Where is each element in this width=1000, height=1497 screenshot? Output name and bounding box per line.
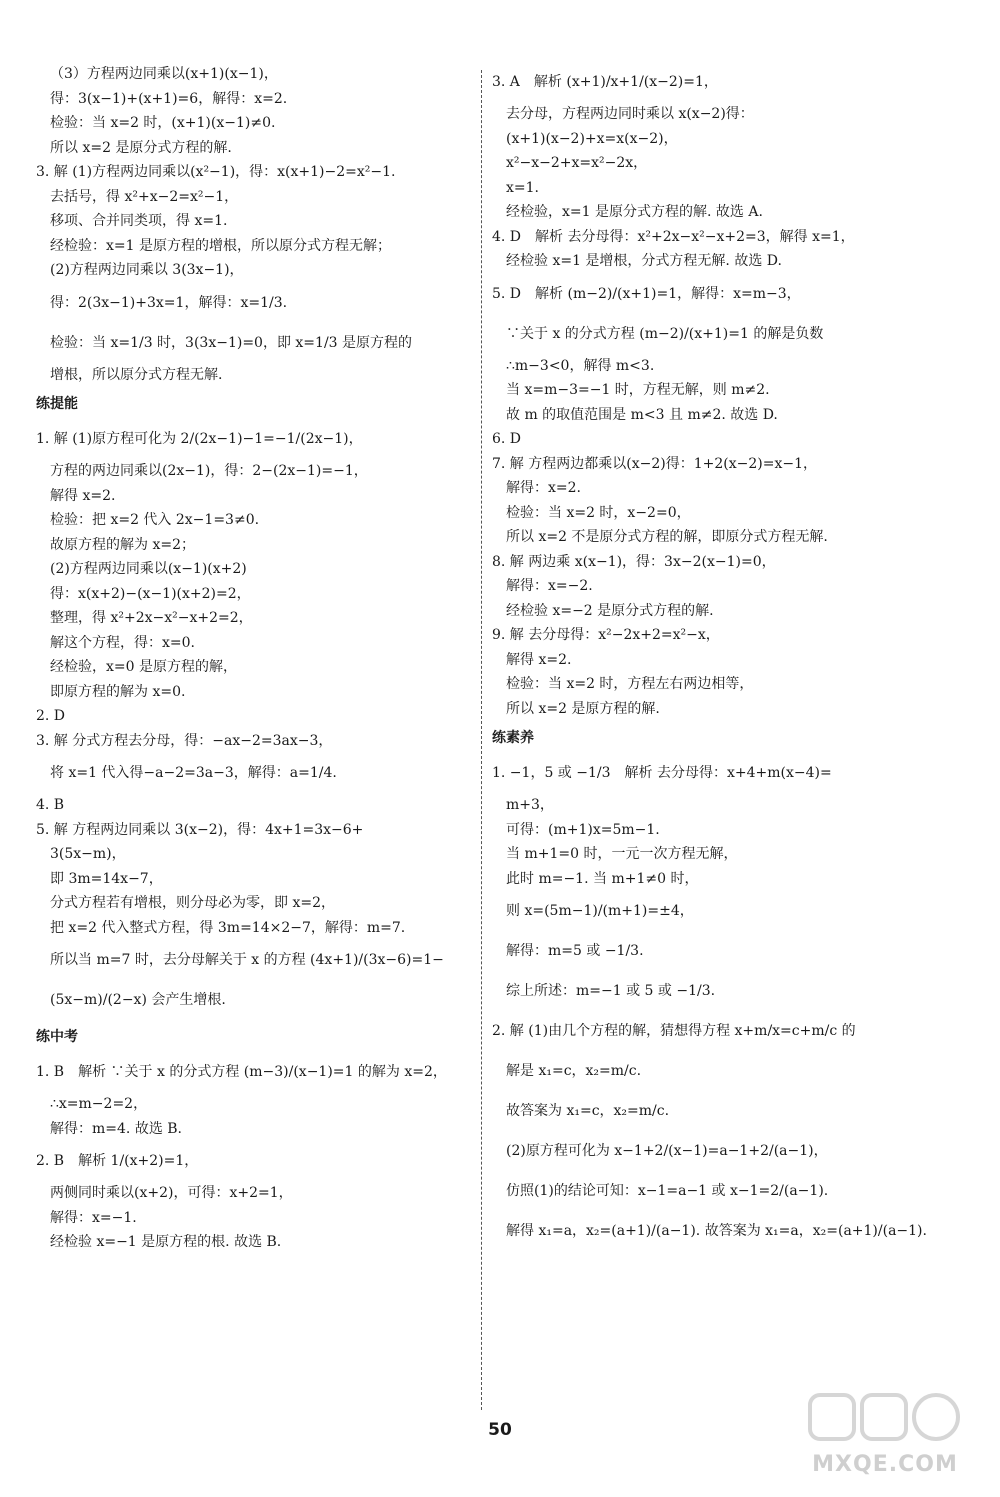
- answer-line: 经检验 x=−1 是原方程的根. 故选 B.: [50, 1234, 282, 1250]
- answer-line: 所以当 m=7 时，去分母解关于 x 的方程 (4x+1)/(3x−6)=1−: [50, 952, 444, 968]
- answer-item: 1. B 解析 ∵关于 x 的分式方程 (m−3)/(x−1)=1 的解为 x=2，: [36, 1064, 447, 1080]
- answer-line: 整理，得 x²+2x−x²−x+2=2，: [50, 610, 253, 626]
- answer-line: (2)方程两边同乘以(x−1)(x+2): [50, 561, 247, 577]
- answer-line: 故答案为 x₁=c，x₂=m/c.: [506, 1103, 670, 1119]
- answer-line: (x+1)(x−2)+x=x(x−2)，: [506, 130, 678, 147]
- answer-line: 去分母，方程两边同时乘以 x(x−2)得：: [506, 106, 754, 122]
- answer-item: 4. B: [36, 797, 65, 813]
- answer-line: 解这个方程，得：x=0.: [50, 634, 195, 651]
- section-heading: 练提能: [36, 396, 78, 412]
- answer-line: 将 x=1 代入得−a−2=3a−3，解得：a=1/4.: [50, 765, 337, 781]
- answer-line: 分式方程若有增根，则分母必为零，即 x=2，: [50, 895, 335, 911]
- answer-line: ∴x=m−2=2，: [50, 1096, 148, 1112]
- answer-line: 检验：把 x=2 代入 2x−1=3≠0.: [50, 512, 260, 528]
- answer-line: 3(5x−m)，: [50, 846, 126, 862]
- section-heading: 练素养: [492, 730, 534, 746]
- answer-line: 方程的两边同乘以(2x−1)，得：2−(2x−1)=−1，: [50, 463, 368, 479]
- answer-item: 1. −1，5 或 −1/3 解析 去分母得：x+4+m(x−4)=: [492, 765, 832, 781]
- answer-line: (2)方程两边同乘以 3(3x−1)，: [50, 262, 244, 278]
- watermark-text: MXQE.COM: [812, 1452, 958, 1477]
- answer-line: 解是 x₁=c，x₂=m/c.: [506, 1063, 642, 1079]
- answer-item: 9. 解 去分母得：x²−2x+2=x²−x，: [492, 627, 720, 643]
- answer-line: 即原方程的解为 x=0.: [50, 683, 186, 700]
- answer-line: 解得：x=−1.: [50, 1209, 137, 1226]
- answer-line: 故原方程的解为 x=2；: [50, 536, 195, 553]
- answer-item: 5. D 解析 (m−2)/(x+1)=1，解得：x=m−3，: [492, 285, 801, 302]
- answer-line: m+3，: [506, 797, 554, 813]
- answer-item: 3. A 解析 (x+1)/x+1/(x−2)=1，: [492, 74, 718, 90]
- answer-line: 解得：m=4. 故选 B.: [50, 1120, 183, 1137]
- answer-line: 解得 x=2.: [506, 651, 572, 668]
- section-heading: 练中考: [36, 1029, 78, 1045]
- answer-line: 综上所述：m=−1 或 5 或 −1/3.: [506, 983, 716, 999]
- answer-line: 即 3m=14x−7，: [50, 870, 163, 887]
- answer-line: 增根，所以原分式方程无解.: [50, 366, 223, 383]
- answer-line: 当 m+1=0 时，一元一次方程无解，: [506, 846, 738, 862]
- answer-line: 解得：x=−2.: [506, 578, 593, 594]
- answer-item: 8. 解 两边乘 x(x−1)，得：3x−2(x−1)=0，: [492, 553, 776, 570]
- right-column: [492, 62, 970, 1251]
- answer-line: 解得 x₁=a，x₂=(a+1)/(a−1). 故答案为 x₁=a，x₂=(a+1)/(a−1).: [506, 1223, 927, 1239]
- answer-line: 所以 x=2 是原分式方程的解.: [50, 139, 232, 156]
- answer-line: 两侧同时乘以(x+2)，可得：x+2=1，: [50, 1185, 293, 1201]
- answer-item: 2. D: [36, 708, 66, 724]
- answer-item: 2. B 解析 1/(x+2)=1，: [36, 1153, 199, 1169]
- answer-line: 解得 x=2.: [50, 487, 116, 504]
- answer-line: (2)原方程可化为 x−1+2/(x−1)=a−1+2/(a−1)，: [506, 1143, 828, 1159]
- answer-line: x²−x−2+x=x²−2x，: [506, 155, 648, 171]
- answer-line: 经检验 x=−2 是原分式方程的解.: [506, 602, 714, 619]
- answer-item: 2. 解 (1)由几个方程的解，猜想得方程 x+m/x=c+m/c 的: [492, 1023, 856, 1039]
- watermark: [800, 1387, 970, 1477]
- left-column: [36, 62, 476, 1255]
- answer-line: ∵关于 x 的分式方程 (m−2)/(x+1)=1 的解是负数: [506, 325, 824, 342]
- answer-line: 所以 x=2 不是原分式方程的解，即原分式方程无解.: [506, 529, 828, 545]
- answer-line: 此时 m=−1. 当 m+1≠0 时，: [506, 870, 699, 887]
- answer-line: 得：3(x−1)+(x+1)=6，解得：x=2.: [50, 90, 288, 107]
- answer-line: 移项、合并同类项，得 x=1.: [50, 213, 228, 229]
- answer-line: 检验：当 x=2 时，(x+1)(x−1)≠0.: [50, 115, 276, 131]
- answer-line: (5x−m)/(2−x) 会产生增根.: [50, 992, 226, 1008]
- answer-line: 把 x=2 代入整式方程，得 3m=14×2−7，解得：m=7.: [50, 919, 406, 936]
- answer-line: （3）方程两边同乘以(x+1)(x−1)，: [50, 66, 278, 82]
- answer-line: 解得：m=5 或 −1/3.: [506, 943, 644, 959]
- answer-line: 得：2(3x−1)+3x=1，解得：x=1/3.: [50, 294, 288, 311]
- answer-line: 经检验 x=1 是增根，分式方程无解. 故选 D.: [506, 253, 782, 269]
- answer-item: 3. 解 分式方程去分母，得：−ax−2=3ax−3，: [36, 732, 333, 749]
- answer-line: 去括号，得 x²+x−2=x²−1，: [50, 188, 239, 205]
- answer-line: 经检验：x=1 是原方程的增根，所以原分式方程无解；: [50, 237, 391, 254]
- answer-line: 检验：当 x=2 时，方程左右两边相等，: [506, 676, 754, 692]
- answer-line: 解得：x=2.: [506, 480, 581, 496]
- answer-line: 经检验，x=1 是原分式方程的解. 故选 A.: [506, 204, 763, 220]
- answer-item: 4. D 解析 去分母得：x²+2x−x²−x+2=3，解得 x=1，: [492, 228, 855, 245]
- answer-line: 当 x=m−3=−1 时，方程无解，则 m≠2.: [506, 382, 770, 398]
- answer-line: 故 m 的取值范围是 m<3 且 m≠2. 故选 D.: [506, 406, 778, 423]
- answer-line: 检验：当 x=1/3 时，3(3x−1)=0，即 x=1/3 是原方程的: [50, 334, 413, 351]
- answer-line: 经检验，x=0 是原方程的解，: [50, 659, 237, 675]
- answer-line: 检验：当 x=2 时，x−2=0，: [506, 504, 691, 521]
- answer-item: 1. 解 (1)原方程可化为 2/(2x−1)−1=−1/(2x−1)，: [36, 431, 363, 447]
- answer-item: 6. D: [492, 431, 522, 447]
- answer-line: x=1.: [506, 179, 539, 196]
- page-number: 50: [488, 1420, 512, 1440]
- answer-line: 则 x=(5m−1)/(m+1)=±4，: [506, 903, 694, 919]
- answer-line: 仿照(1)的结论可知：x−1=a−1 或 x−1=2/(a−1).: [506, 1183, 829, 1199]
- answer-line: 得：x(x+2)−(x−1)(x+2)=2，: [50, 585, 251, 602]
- answer-item: 3. 解 (1)方程两边同乘以(x²−1)，得：x(x+1)−2=x²−1.: [36, 164, 396, 180]
- answer-line: ∴m−3<0，解得 m<3.: [506, 357, 655, 374]
- answer-item: 5. 解 方程两边同乘以 3(x−2)，得：4x+1=3x−6+: [36, 821, 364, 838]
- answer-item: 7. 解 方程两边都乘以(x−2)得：1+2(x−2)=x−1，: [492, 455, 817, 472]
- answer-line: 所以 x=2 是原方程的解.: [506, 700, 660, 717]
- watermark-logo-icon: [800, 1387, 970, 1447]
- answer-line: 可得：(m+1)x=5m−1.: [506, 821, 660, 838]
- column-divider: [481, 70, 482, 1410]
